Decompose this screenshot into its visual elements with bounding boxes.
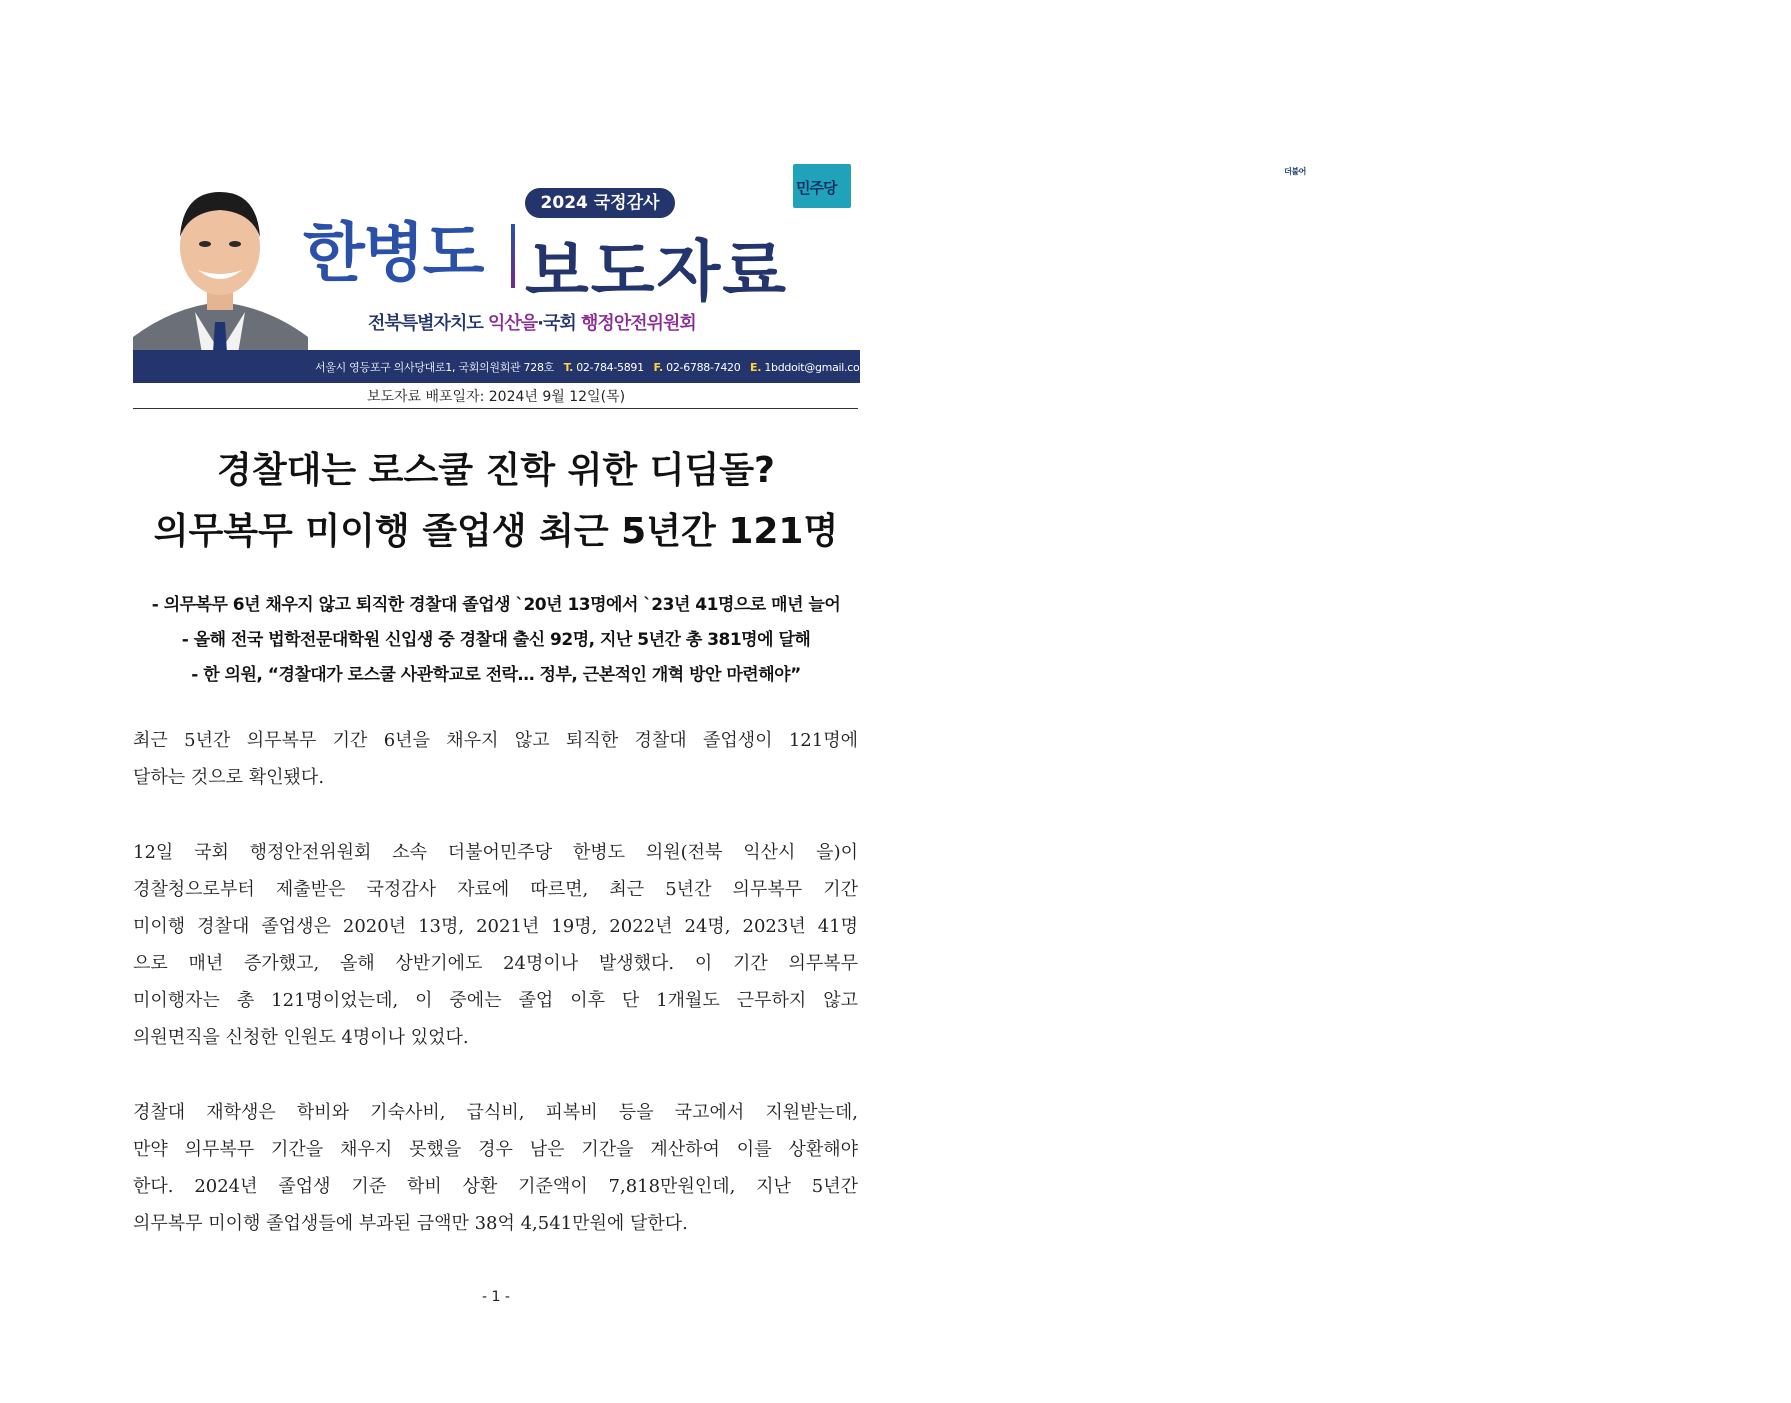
body-line: 의무복무 미이행 졸업생들에 부과된 금액만 38억 4,541만원에 달한다.	[133, 1213, 688, 1234]
title-divider	[511, 224, 515, 288]
contact-fax: 02-6788-7420	[666, 361, 741, 374]
page-number: - 1 -	[482, 1289, 510, 1305]
headline-line-1: 경찰대는 로스쿨 진학 위한 디딤돌?	[217, 450, 775, 491]
body-line: 12일 국회 행정안전위원회 소속 더불어민주당 한병도 의원(전북 익산시 을)이	[133, 842, 858, 863]
affiliation-mid: ·국회	[537, 313, 582, 334]
body-line: 만약 의무복무 기간을 채우지 못했을 경우 남은 기간을 계산하여 이를 상환해야	[133, 1139, 858, 1160]
body-line: 최근 5년간 의무복무 기간 6년을 채우지 않고 퇴직한 경찰대 졸업생이 121명에	[133, 730, 858, 751]
lawmaker-name: 한병도	[303, 216, 483, 291]
fax-label: F.	[653, 361, 663, 374]
contact-address: 서울시 영등포구 의사당대로1, 국회의원회관 728호	[315, 361, 554, 374]
audit-badge: 2024 국정감사	[525, 188, 675, 218]
affiliation-district: 익산을	[487, 313, 538, 334]
contact-phone: 02-784-5891	[576, 361, 644, 374]
party-logo-small: 더불어	[1284, 167, 1306, 176]
press-banner	[133, 162, 1306, 383]
body-line: 경찰청으로부터 제출받은 국정감사 자료에 따르면, 최근 5년간 의무복무 기간	[133, 879, 858, 900]
contact-text	[315, 359, 870, 375]
contact-email: 1bddoit@gmail.com	[764, 361, 870, 374]
release-title: 보도자료	[525, 233, 789, 310]
phone-label: T.	[563, 361, 573, 374]
affiliation	[368, 309, 696, 335]
affiliation-prefix: 전북특별자치도	[368, 313, 488, 334]
body-line: 달하는 것으로 확인됐다.	[133, 767, 325, 788]
body-line: 경찰대 재학생은 학비와 기숙사비, 급식비, 피복비 등을 국고에서 지원받는데,	[133, 1102, 858, 1123]
body-line: 의원면직을 신청한 인원도 4명이나 있었다.	[133, 1027, 469, 1048]
body-line: 미이행 경찰대 졸업생은 2020년 13명, 2021년 19명, 2022년 24명, 2023년 41명	[133, 916, 858, 937]
email-label: E.	[750, 361, 762, 374]
party-logo-main: 민주당	[796, 179, 837, 197]
subhead-3: - 한 의원, “경찰대가 로스쿨 사관학교로 전락… 정부, 근본적인 개혁 방안 마련해야”	[191, 665, 801, 685]
header-rule	[133, 408, 858, 409]
affiliation-committee: 행정안전위원회	[581, 313, 696, 334]
body-line: 으로 매년 증가했고, 올해 상반기에도 24명이나 발생했다. 이 기간 의무복무	[133, 953, 858, 974]
contact-bar	[133, 350, 870, 383]
headline-line-2: 의무복무 미이행 졸업생 최근 5년간 121명	[153, 511, 839, 552]
subhead-2: - 올해 전국 법학전문대학원 신입생 중 경찰대 출신 92명, 지난 5년간 총 381명에 달해	[181, 630, 811, 650]
party-logo	[793, 164, 1306, 208]
release-date: 보도자료 배포일자: 2024년 9월 12일(목)	[366, 389, 626, 405]
subhead-1: - 의무복무 6년 채우지 않고 퇴직한 경찰대 졸업생 `20년 13명에서 `23년 41명으로 매년 늘어	[151, 595, 841, 615]
body-line: 미이행자는 총 121명이었는데, 이 중에는 졸업 이후 단 1개월도 근무하지 않고	[133, 990, 858, 1011]
body-line: 한다. 2024년 졸업생 기준 학비 상환 기준액이 7,818만원인데, 지난 5년간	[133, 1176, 858, 1197]
